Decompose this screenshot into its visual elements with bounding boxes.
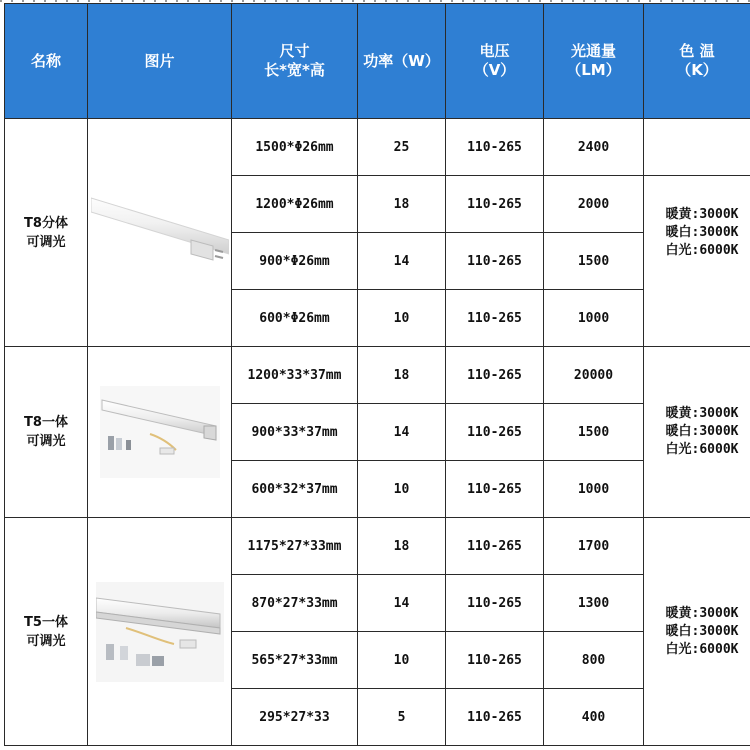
size-cell: 295*27*33 [232,689,358,746]
flux-cell: 400 [544,689,644,746]
size-cell: 600*32*37mm [232,461,358,518]
voltage-cell: 110-265 [446,233,544,290]
flux-cell: 1300 [544,575,644,632]
voltage-cell: 110-265 [446,518,544,575]
table-row [5,518,750,575]
color-temp-cell [644,518,750,746]
header-name: 名称 [5,4,88,119]
color-temp-warm-yellow: 暖黄:3000K [665,406,739,421]
size-cell: 1500*Φ26mm [232,119,358,176]
header-ct-line1: 色 温 [679,42,715,60]
header-color-temp [644,4,750,119]
power-cell: 10 [358,632,446,689]
power-cell: 18 [358,176,446,233]
t8-split-tube-image [88,119,232,347]
product-name-t8-integrated [5,347,88,518]
header-voltage-line1: 电压 [479,42,510,60]
size-cell: 1200*Φ26mm [232,176,358,233]
power-cell: 5 [358,689,446,746]
voltage-cell: 110-265 [446,632,544,689]
header-power: 功率（W） [358,4,446,119]
color-temp-cell [644,176,750,347]
size-cell: 900*Φ26mm [232,233,358,290]
flux-cell: 1000 [544,290,644,347]
voltage-cell: 110-265 [446,347,544,404]
color-temp-warm-yellow: 暖黄:3000K [665,605,739,621]
power-cell: 10 [358,461,446,518]
header-row [5,4,750,119]
t8-integrated-tube-image [88,347,232,518]
power-cell: 14 [358,233,446,290]
flux-cell: 1700 [544,518,644,575]
product-name-line1: T8分体 [24,215,68,231]
color-temp-warm-white: 暖白:3000K [665,225,739,240]
header-size [232,4,358,119]
color-temp-white: 白光:6000K [665,442,739,457]
product-name-line1: T5一体 [24,614,68,630]
header-voltage [446,4,544,119]
voltage-cell: 110-265 [446,461,544,518]
size-cell: 565*27*33mm [232,632,358,689]
voltage-cell: 110-265 [446,404,544,461]
color-temp-white: 白光:6000K [665,243,739,258]
size-cell: 1175*27*33mm [232,518,358,575]
header-size-line1: 尺寸 [279,42,310,60]
voltage-cell: 110-265 [446,119,544,176]
size-cell: 870*27*33mm [232,575,358,632]
voltage-cell: 110-265 [446,689,544,746]
size-cell: 900*33*37mm [232,404,358,461]
product-name-line2: 可调光 [26,234,66,250]
power-cell: 14 [358,404,446,461]
voltage-cell: 110-265 [446,575,544,632]
product-name-t8-split [5,119,88,347]
product-name-t5-integrated [5,518,88,746]
header-size-line2: 长*宽*高 [264,61,325,79]
color-temp-warm-yellow: 暖黄:3000K [665,207,739,222]
voltage-cell: 110-265 [446,290,544,347]
header-flux-line2: （LM） [566,61,621,79]
color-temp-spacer [644,119,750,176]
color-temp-warm-white: 暖白:3000K [665,424,739,439]
product-name-line2: 可调光 [26,633,66,649]
header-flux-line1: 光通量 [570,42,616,60]
color-temp-cell [644,347,750,518]
flux-cell: 1000 [544,461,644,518]
header-flux [544,4,644,119]
flux-cell: 800 [544,632,644,689]
power-cell: 18 [358,518,446,575]
product-name-line2: 可调光 [26,434,66,449]
power-cell: 10 [358,290,446,347]
header-voltage-line2: （V） [473,61,516,79]
power-cell: 14 [358,575,446,632]
product-name-line1: T8一体 [24,415,68,430]
flux-cell: 2400 [544,119,644,176]
flux-cell: 1500 [544,404,644,461]
power-cell: 25 [358,119,446,176]
t5-integrated-tube-image [88,518,232,746]
size-cell: 600*Φ26mm [232,290,358,347]
header-ct-line2: （K） [676,61,718,79]
flux-cell: 2000 [544,176,644,233]
led-tube-spec-table [4,3,750,746]
table-row [5,347,750,404]
flux-cell: 1500 [544,233,644,290]
table-row [5,119,750,176]
voltage-cell: 110-265 [446,176,544,233]
power-cell: 18 [358,347,446,404]
color-temp-warm-white: 暖白:3000K [665,623,739,639]
header-image: 图片 [88,4,232,119]
size-cell: 1200*33*37mm [232,347,358,404]
flux-cell: 20000 [544,347,644,404]
color-temp-white: 白光:6000K [665,641,739,657]
